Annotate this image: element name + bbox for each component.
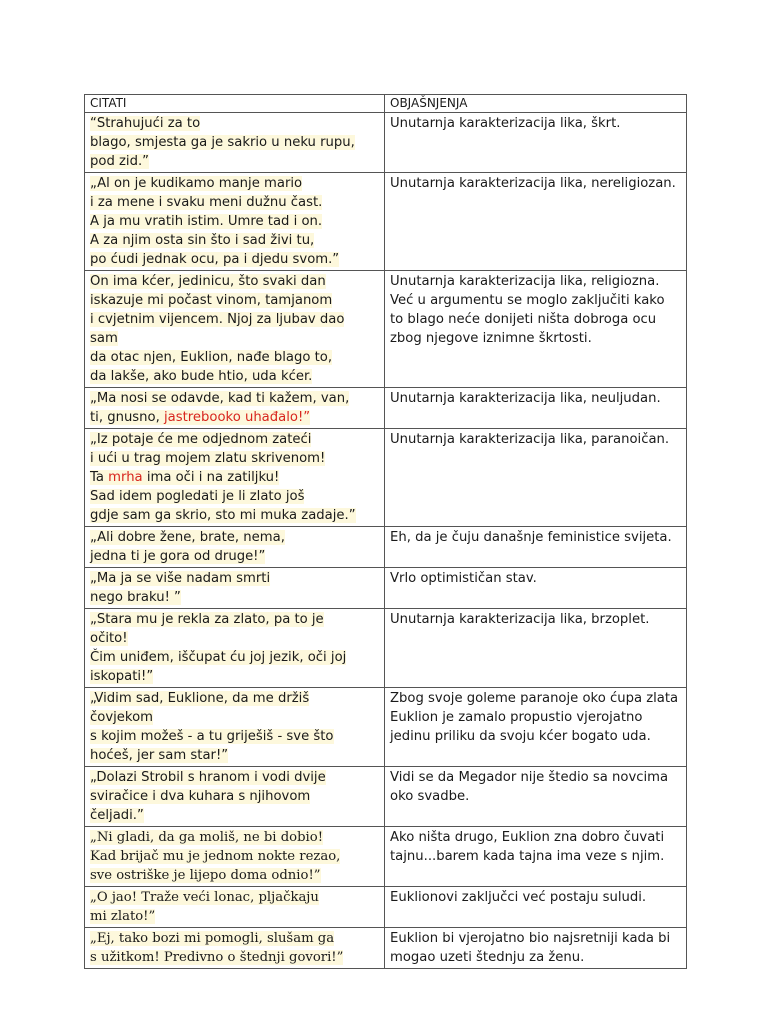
quote-line: „O jao! Traže veći lonac, pljačkaju [90, 890, 319, 905]
quote-cell [85, 271, 385, 388]
quote-line: A za njim osta sin što i sad živi tu, [90, 233, 315, 248]
quote-line: „Ali dobre žene, brate, nema, [90, 530, 285, 545]
highlighted-word: jastrebooko uhađalo!” [164, 410, 311, 425]
quote-cell [85, 429, 385, 527]
quote-line: čeljadi.” [90, 808, 144, 823]
quote-line: „Vidim sad, Euklione, da me držiš [90, 691, 310, 706]
explanation-cell: Unutarnja karakterizacija lika, religiozna. Već u argumentu se moglo zaključiti kako to blago neće donijeti ništa dobroga ocu zbog njegove iznimne škrtosti. [385, 271, 687, 388]
table-row [85, 429, 687, 527]
header-quotes: CITATI [85, 95, 385, 113]
quote-line: sviračice i dva kuhara s njihovom [90, 789, 311, 804]
quote-cell [85, 173, 385, 271]
table-row [85, 388, 687, 429]
quote-line: pod zid.” [90, 154, 149, 169]
quote-line: mi zlato!” [90, 909, 156, 924]
quote-line: čovjekom [90, 710, 153, 725]
quote-cell [85, 827, 385, 887]
quote-line: očito! [90, 631, 128, 646]
quote-line: da lakše, ako bude htio, uda kćer. [90, 369, 313, 384]
table-row [85, 767, 687, 827]
quote-line: iskopati!” [90, 669, 154, 684]
quote-line: „Stara mu je rekla za zlato, pa to je [90, 612, 324, 627]
quote-cell [85, 113, 385, 173]
quote-line: blago, smjesta ga je sakrio u neku rupu, [90, 135, 355, 150]
quote-line: nego braku! ” [90, 590, 181, 605]
explanation-cell: Vidi se da Megador nije štedio sa novcima oko svadbe. [385, 767, 687, 827]
table-row [85, 609, 687, 688]
explanation-cell: Ako ništa drugo, Euklion zna dobro čuvati tajnu...barem kada tajna ima veze s njim. [385, 827, 687, 887]
table-row [85, 527, 687, 568]
quote-line: s kojim možeš - a tu griješiš - sve što [90, 729, 334, 744]
explanation-cell: Unutarnja karakterizacija lika, neuljudan. [385, 388, 687, 429]
quote-line: „Ma ja se više nadam smrti [90, 571, 271, 586]
quote-line: „Iz potaje će me odjednom zateći [90, 432, 312, 447]
quote-line: gdje sam ga skrio, sto mi muka zadaje.” [90, 508, 356, 523]
table-row [85, 688, 687, 767]
quote-line: po ćudi jednak ocu, pa i djedu svom.” [90, 252, 340, 267]
explanation-cell: Unutarnja karakterizacija lika, nereligiozan. [385, 173, 687, 271]
quote-line: iskazuje mi počast vinom, tamjanom [90, 293, 333, 308]
quote-cell [85, 609, 385, 688]
explanation-cell: Unutarnja karakterizacija lika, brzoplet. [385, 609, 687, 688]
table-row [85, 113, 687, 173]
explanation-cell: Eh, da je čuju današnje feministice svijeta. [385, 527, 687, 568]
table-row [85, 928, 687, 969]
quote-line: “Strahujući za to [90, 116, 201, 131]
quote-cell [85, 388, 385, 429]
quote-line: „Al on je kudikamo manje mario [90, 176, 303, 191]
quote-cell [85, 928, 385, 969]
quote-line: i za mene i svaku meni dužnu čast. [90, 195, 323, 210]
quote-cell [85, 887, 385, 928]
table-row [85, 887, 687, 928]
table-row [85, 827, 687, 887]
quote-line: sve ostriške je lijepo doma odnio!” [90, 868, 321, 883]
explanation-cell: Zbog svoje goleme paranoje oko ćupa zlata Euklion je zamalo propustio vjerojatno jedinu priliku da svoju kćer bogato uda. [385, 688, 687, 767]
quote-line: „Ni gladi, da ga moliš, ne bi dobio! [90, 830, 323, 845]
quote-line: A ja mu vratih istim. Umre tad i on. [90, 214, 323, 229]
quote-line: i cvjetnim vijencem. Njoj za ljubav dao [90, 312, 345, 327]
quote-line: Kad brijač mu je jednom nokte rezao, [90, 849, 341, 864]
explanation-cell: Unutarnja karakterizacija lika, paranoičan. [385, 429, 687, 527]
table-row [85, 173, 687, 271]
quote-cell [85, 767, 385, 827]
quote-line: „Ej, tako bozi mi pomogli, slušam ga [90, 931, 335, 946]
quote-line: „Ma nosi se odavde, kad ti kažem, van, [90, 391, 350, 406]
quote-line: Sad idem pogledati je li zlato još [90, 489, 305, 504]
quote-cell [85, 527, 385, 568]
quote-line: da otac njen, Euklion, nađe blago to, [90, 350, 333, 365]
quote-line: Ta mrha ima oči i na zatiljku! [90, 470, 280, 485]
explanation-cell: Vrlo optimističan stav. [385, 568, 687, 609]
quote-line: sam [90, 331, 118, 346]
quotes-table [84, 94, 687, 969]
quote-cell [85, 568, 385, 609]
quote-line: Čim uniđem, iščupat ću joj jezik, oči joj [90, 650, 347, 665]
quote-line: i ući u trag mojem zlatu skrivenom! [90, 451, 326, 466]
table-row [85, 271, 687, 388]
table-header-row [85, 95, 687, 113]
highlighted-word: mrha [108, 470, 143, 485]
header-explanations: OBJAŠNJENJA [385, 95, 687, 113]
quote-line: ti, gnusno, jastrebooko uhađalo!” [90, 410, 311, 425]
table-row [85, 568, 687, 609]
quote-line: „Dolazi Strobil s hranom i vodi dvije [90, 770, 326, 785]
explanation-cell: Euklion bi vjerojatno bio najsretniji kada bi mogao uzeti štednju za ženu. [385, 928, 687, 969]
explanation-cell: Unutarnja karakterizacija lika, škrt. [385, 113, 687, 173]
quote-line: jedna ti je gora od druge!” [90, 549, 266, 564]
explanation-cell: Euklionovi zaključci već postaju suludi. [385, 887, 687, 928]
quote-line: hoćeš, jer sam star!” [90, 748, 229, 763]
quote-line: On ima kćer, jedinicu, što svaki dan [90, 274, 326, 289]
quote-line: s užitkom! Predivno o štednji govori!” [90, 950, 344, 965]
quote-cell [85, 688, 385, 767]
